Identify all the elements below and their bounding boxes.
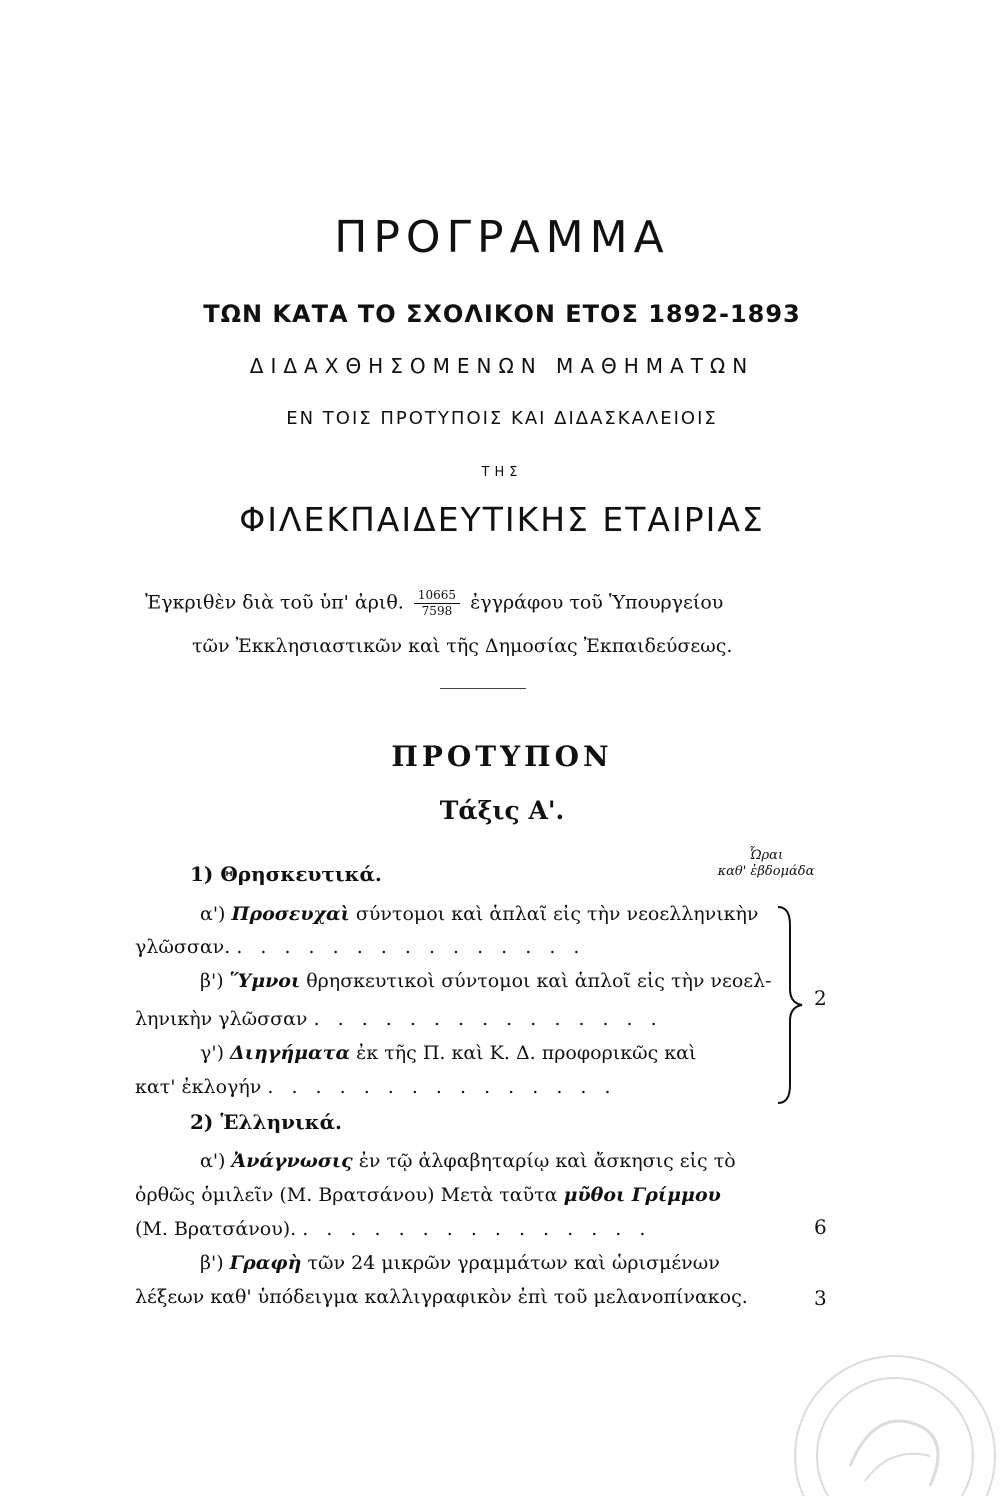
approval-number [414, 588, 460, 619]
subtitle-school-year: ΤΩΝ ΚΑΤΑ ΤΟ ΣΧΟΛΙΚΟΝ ΕΤΟΣ 1892-1893 [203, 300, 801, 328]
section-heading-greek: 2) Ἑλληνικά. [190, 1110, 343, 1134]
school-heading: ΠΡΟΤΥΠΟΝ [391, 740, 613, 773]
item-religion-b-line1: β') Ὕμνοι θρησκευτικοὶ σύντομοι καὶ ἁπλοῖ εἰς τὴν νεοελ- [200, 970, 772, 992]
library-stamp [780, 1346, 1000, 1496]
approval-prefix: Ἐγκριθὲν διὰ τοῦ ὑπ' ἀριθ. [145, 591, 404, 614]
approval-suffix: ἐγγράφου τοῦ Ὑπουργείου [470, 591, 724, 614]
section-heading-religion: 1) Θρησκευτικά. [190, 862, 382, 886]
item-religion-c-line1: γ') Διηγήματα ἐκ τῆς Π. καὶ Κ. Δ. προφορικῶς καὶ [200, 1042, 697, 1064]
hours-greek-reading: 6 [814, 1215, 827, 1239]
item-religion-b-line2: ληνικὴν γλῶσσαν . . . . . . . . . . . . . . . [135, 1008, 663, 1030]
hours-greek-writing: 3 [814, 1286, 827, 1310]
hours-column-header [700, 848, 832, 880]
item-greek-a-line2: ὀρθῶς ὁμιλεῖν (Μ. Βρατσάνου) Μετὰ ταῦτα μῦθοι Γρίμμου [135, 1184, 721, 1206]
hours-header-line2: καθ' ἑβδομάδα [717, 864, 815, 879]
divider [440, 688, 526, 689]
item-greek-a-line3: (Μ. Βρατσάνου). . . . . . . . . . . . . . . . [135, 1218, 652, 1240]
class-heading: Τάξις Α'. [439, 796, 565, 825]
brace-icon [774, 905, 804, 1105]
approval-number-top: 10665 [414, 588, 460, 604]
subtitle-schools: ΕΝ ΤΟΙΣ ΠΡΟΤΥΠΟΙΣ ΚΑΙ ΔΙΔΑΣΚΑΛΕΙΟΙΣ [286, 408, 718, 429]
approval-number-bottom: 7598 [421, 604, 453, 618]
subtitle-article: ΤΗΣ [481, 465, 523, 480]
society-name: ΦΙΛΕΚΠΑΙΔΕΥΤΙΚΗΣ ΕΤΑΙΡΙΑΣ [239, 500, 765, 539]
document-title: ΠΡΟΓΡΑΜΜΑ [334, 212, 670, 263]
hours-religion: 2 [814, 986, 827, 1010]
item-greek-a-line1: α') Ἀνάγνωσις ἐν τῷ ἀλφαβηταρίῳ καὶ ἄσκησις εἰς τὸ [200, 1150, 736, 1172]
subtitle-subjects: ΔΙΔΑΧΘΗΣΟΜΕΝΩΝ ΜΑΘΗΜΑΤΩΝ [249, 354, 755, 378]
approval-line-2: τῶν Ἐκκλησιαστικῶν καὶ τῆς Δημοσίας Ἐκπαιδεύσεως. [192, 635, 733, 657]
item-greek-b-line1: β') Γραφὴ τῶν 24 μικρῶν γραμμάτων καὶ ὡρισμένων [200, 1252, 720, 1274]
item-religion-c-line2: κατ' ἐκλογήν . . . . . . . . . . . . . . . [135, 1076, 617, 1098]
item-religion-a-line1: α') Προσευχαὶ σύντομοι καὶ ἁπλαῖ εἰς τὴν νεοελληνικὴν [200, 903, 759, 925]
hours-header-line1: Ὧραι [748, 848, 784, 863]
item-religion-a-line2: γλῶσσαν. . . . . . . . . . . . . . . . [135, 936, 586, 958]
approval-line-1 [145, 588, 723, 619]
item-greek-b-line2: λέξεων καθ' ὑπόδειγμα καλλιγραφικὸν ἐπὶ τοῦ μελανοπίνακος. [135, 1286, 748, 1308]
